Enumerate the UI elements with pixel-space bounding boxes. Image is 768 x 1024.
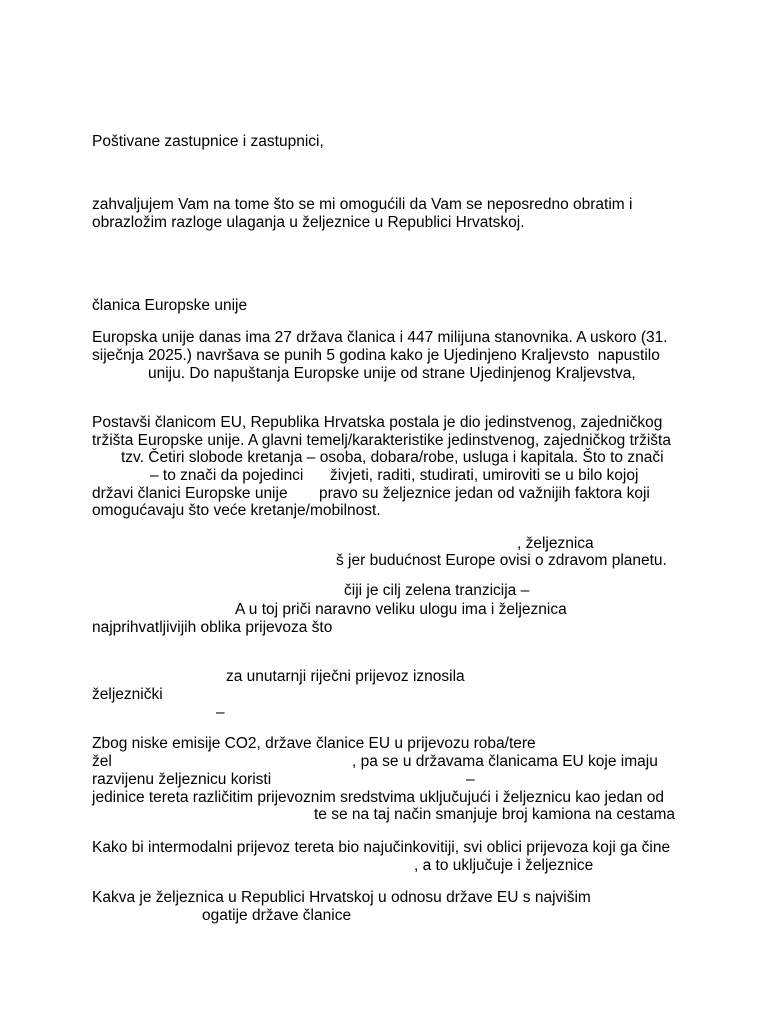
p6-line-3a: razvijenu željeznicu koristi xyxy=(92,771,272,788)
p6-line-4: jedinice tereta različitim prijevoznim sredstvima uključujući i željeznicu kao jedan od xyxy=(92,789,665,806)
p7-line-1: Kako bi intermodalni prijevoz tereta bio najučinkovitiji, svi oblici prijevoza koji ga čine xyxy=(92,839,671,856)
p4-line-1: čiji je cilj zelena tranzicija – xyxy=(344,582,530,599)
p2-line-6: omogućavaju što veće kretanje/mobilnost. xyxy=(92,502,381,519)
p1-line-3: uniju. Do napuštanja Europske unije od strane Ujedinjenog Kraljevstva, xyxy=(148,365,636,382)
intro-line-1: zahvaljujem Vam na tome što se mi omogućili da Vam se neposredno obratim i xyxy=(92,196,633,213)
intro-line-2: obrazložim razloge ulaganja u željeznice u Republici Hrvatskoj. xyxy=(92,214,525,231)
p6-line-2a: žel xyxy=(92,753,112,770)
p2-line-5b: pravo su željeznice jedan od važnijih faktora koji xyxy=(319,485,650,502)
p5-line-1: za unutarnji riječni prijevoz iznosila xyxy=(226,668,465,685)
p6-line-2b: , pa se u državama članicama EU koje imaju xyxy=(352,753,658,770)
p4-line-2: A u toj priči naravno veliku ulogu ima i željeznica xyxy=(235,601,567,618)
p6-line-5: te se na taj način smanjuje broj kamiona na cestama xyxy=(314,806,676,823)
p2-line-3: tzv. Četiri slobode kretanja – osoba, dobara/robe, usluga i kapitala. Što to znači xyxy=(121,449,664,466)
p1-line-1: Europska unije danas ima 27 država članica i 447 milijuna stanovnika. A uskoro (31. xyxy=(92,329,668,346)
p2-line-4b: živjeti, raditi, studirati, umiroviti se u bilo kojoj xyxy=(330,467,639,484)
section-heading: članica Europske unije xyxy=(92,297,248,314)
p5-line-3: – xyxy=(216,704,225,721)
p2-line-4a: – to znači da pojedinci xyxy=(150,467,304,484)
p7-line-2: , a to uključuje i željeznice xyxy=(414,857,594,874)
p8-line-2: ogatije države članice xyxy=(202,907,352,924)
p2-line-2: tržišta Europske unije. A glavni temelj/karakteristike jedinstvenog, zajedničkog tržišta xyxy=(92,432,671,449)
p2-line-5a: državi članici Europske unije xyxy=(92,485,288,502)
p4-line-3: najprihvatljivijih oblika prijevoza što xyxy=(92,619,333,636)
salutation: Poštivane zastupnice i zastupnici, xyxy=(92,133,324,150)
p6-line-3b: – xyxy=(466,771,475,788)
p6-line-1: Zbog niske emisije CO2, države članice EU u prijevozu roba/tere xyxy=(92,735,536,752)
p3-line-1: , željeznica xyxy=(517,535,594,552)
p5-line-2: željeznički xyxy=(92,686,163,703)
p8-line-1: Kakva je željeznica u Republici Hrvatskoj u odnosu države EU s najvišim xyxy=(92,889,591,906)
p3-line-2: š jer budućnost Europe ovisi o zdravom planetu. xyxy=(336,552,667,569)
p1-line-2: siječnja 2025.) navršava se punih 5 godina kako je Ujedinjeno Kraljevsto napustilo xyxy=(92,347,660,364)
p2-line-1: Postavši članicom EU, Republika Hrvatska postala je dio jedinstvenog, zajedničkog xyxy=(92,414,663,431)
